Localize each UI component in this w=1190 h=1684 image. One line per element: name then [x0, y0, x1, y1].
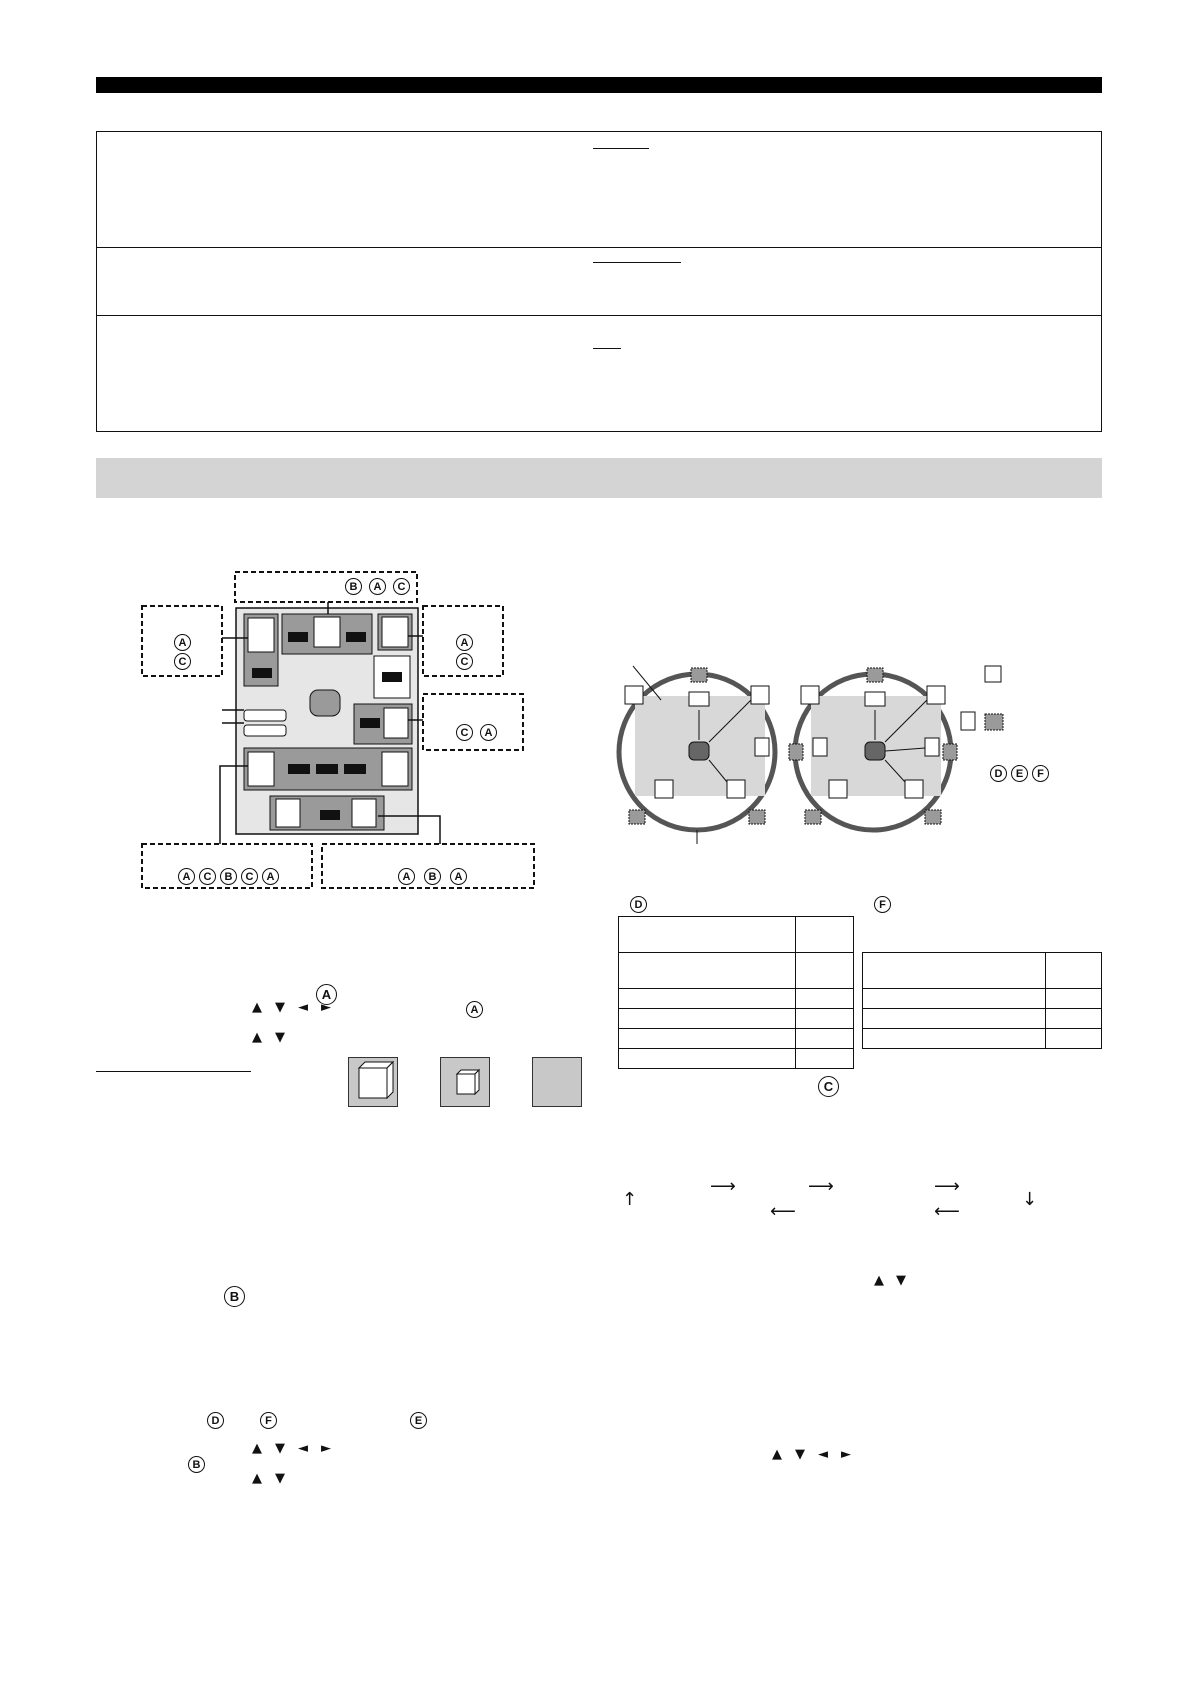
circle-label-a: A	[480, 724, 497, 741]
circle-label-c: C	[199, 868, 216, 885]
circle-label-a: A	[398, 868, 415, 885]
circle-label-a: A	[178, 868, 195, 885]
right-arrow-icon: ►	[321, 1000, 331, 1015]
arrow-right-icon: ⟶	[934, 1176, 960, 1197]
callout-top	[235, 572, 417, 602]
down-arrow-icon: ▼	[275, 1471, 285, 1486]
circle-label-c: C	[241, 868, 258, 885]
circle-label-e: E	[410, 1412, 427, 1429]
circle-label-a: A	[174, 634, 191, 651]
distance-table-d	[618, 916, 854, 1069]
circle-label-b: B	[188, 1456, 205, 1473]
arrow-right-icon: ⟶	[808, 1176, 834, 1197]
left-arrow-icon: ◄	[818, 1447, 828, 1462]
table-row	[97, 316, 1101, 432]
sub-heading-underline	[96, 1071, 251, 1072]
row-heading-underline	[593, 262, 681, 263]
circle-label-c: C	[456, 724, 473, 741]
down-arrow-icon: ▼	[275, 1000, 285, 1015]
callout-right-middle	[423, 694, 523, 750]
circle-label-a: A	[316, 984, 337, 1005]
circle-label-a: A	[450, 868, 467, 885]
arrow-left-icon: ⟵	[934, 1201, 960, 1222]
right-arrow-icon: ►	[841, 1447, 851, 1462]
circle-label-f: F	[260, 1412, 277, 1429]
down-arrow-icon: ▼	[795, 1447, 805, 1462]
circle-label-c: C	[174, 653, 191, 670]
circle-label-a: A	[369, 578, 386, 595]
circle-label-e: E	[1011, 765, 1028, 782]
circle-label-d: D	[630, 896, 647, 913]
distance-table-f	[862, 952, 1102, 1049]
circle-label-b: B	[224, 1286, 245, 1307]
circle-label-d: D	[990, 765, 1007, 782]
circle-label-a: A	[456, 634, 473, 651]
row-heading-underline	[593, 148, 649, 149]
arrow-left-icon: ⟵	[770, 1201, 796, 1222]
circle-label-a: A	[262, 868, 279, 885]
arrow-up-icon: ↑	[622, 1189, 638, 1210]
table-row	[97, 132, 1101, 248]
preview-large-speaker	[348, 1057, 398, 1107]
circle-label-d: D	[207, 1412, 224, 1429]
up-arrow-icon: ▲	[252, 1030, 262, 1045]
arrow-right-icon: ⟶	[710, 1176, 736, 1197]
left-arrow-icon: ◄	[298, 1441, 308, 1456]
header-bar	[96, 77, 1102, 93]
circle-label-c: C	[393, 578, 410, 595]
right-arrow-icon: ►	[321, 1441, 331, 1456]
up-arrow-icon: ▲	[252, 1471, 262, 1486]
preview-no-speaker	[532, 1057, 582, 1107]
down-arrow-icon: ▼	[275, 1030, 285, 1045]
arrow-down-icon: ↓	[1022, 1189, 1038, 1210]
circle-label-b: B	[345, 578, 362, 595]
circle-label-b: B	[424, 868, 441, 885]
row-heading-underline	[593, 348, 621, 349]
circle-label-c: C	[456, 653, 473, 670]
up-arrow-icon: ▲	[252, 1000, 262, 1015]
left-arrow-icon: ◄	[298, 1000, 308, 1015]
section-heading-band	[96, 458, 1102, 498]
up-arrow-icon: ▲	[252, 1441, 262, 1456]
circle-label-f: F	[1032, 765, 1049, 782]
up-arrow-icon: ▲	[874, 1273, 884, 1288]
down-arrow-icon: ▼	[896, 1273, 906, 1288]
preview-small-speaker	[440, 1057, 490, 1107]
up-arrow-icon: ▲	[772, 1447, 782, 1462]
table-row	[97, 248, 1101, 316]
circle-label-f: F	[874, 896, 891, 913]
circle-label-c: C	[818, 1076, 839, 1097]
speaker-placement-diagram	[615, 660, 1075, 860]
down-arrow-icon: ▼	[275, 1441, 285, 1456]
circle-label-b: B	[220, 868, 237, 885]
circle-label-a: A	[466, 1001, 483, 1018]
settings-table	[96, 131, 1102, 432]
